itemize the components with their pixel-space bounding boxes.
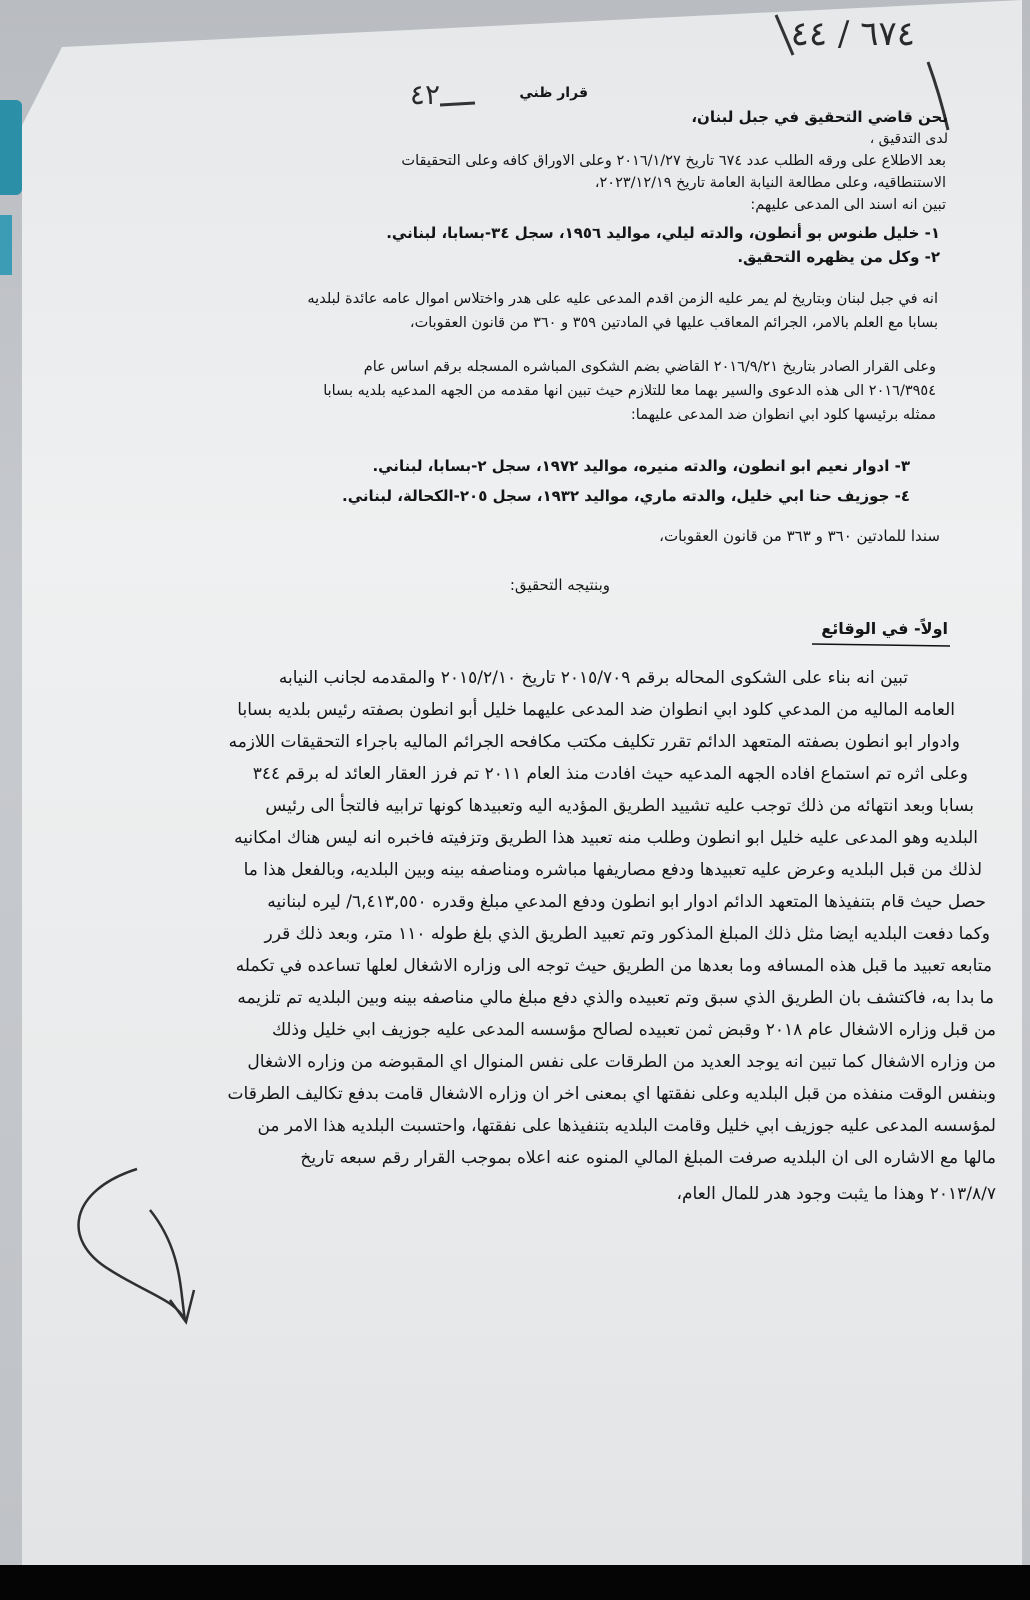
defendant-1: ١- خليل طنوس بو أنطون، والدته ليلي، مواليد ١٩٥٦، سجل ٣٤-بسابا، لبناني. — [386, 224, 940, 242]
bottom-black-bar — [0, 1565, 1030, 1600]
facts-line-12: من قبل وزاره الاشغال عام ٢٠١٨ وقبض ثمن تعبيده لصالح مؤسسه المدعى عليه جوزيف ابي خليل وذلك — [271, 1020, 996, 1040]
header-line-1: نحن قاضي التحقيق في جبل لبنان، — [691, 108, 948, 126]
facts-line-4: وعلى اثره تم استماع افاده الجهه المدعيه حيث افادت منذ العام ٢٠١١ تم فرز العقار العائد له برقم ٣٤٤ — [252, 764, 968, 784]
blue-folder-edge — [0, 100, 22, 195]
intro-line-3: تبين انه اسند الى المدعى عليهم: — [750, 197, 946, 213]
facts-line-8: حصل حيث قام بتنفيذها المتعهد الدائم ادوار ابو انطون ودفع المدعي مبلغ وقدره ٦,٤١٣,٥٥٠/ ليره لبنانيه — [267, 892, 986, 912]
facts-line-6: البلديه وهو المدعى عليه خليل ابو انطون وطلب منه تعبيد هذا الطريق وتزفيته فاخبره انه ليس هناك امكانيه — [234, 828, 978, 848]
decision-ref-line-3: ممثله برئيسها كلود ابي انطوان ضد المدعى عليهما: — [630, 407, 936, 423]
section-title: اولاً- في الوقائع — [821, 619, 948, 638]
facts-line-15: لمؤسسه المدعى عليه جوزيف ابي خليل وقامت البلديه بتنفيذها على نفقتها، واحتسبت البلديه هذا الامر من — [257, 1116, 996, 1136]
facts-line-7: لذلك من قبل البلديه وعرض عليه تعبيدها ودفع مصاريفها مباشره ومناصفه بينه وبين البلديه، وبالفعل هذا ما — [243, 860, 982, 880]
facts-line-13: من وزاره الاشغال كما تبين انه يوجد العديد من الطرقات على نفس المنوال اي المقبوضه من وزاره الاشغال — [247, 1052, 996, 1072]
facts-line-5: بسابا وبعد انتهائه من ذلك توجب عليه تشييد الطريق المؤديه اليه وتعبيدها كونها ترابيه فالتجأ الى رئيس — [265, 796, 974, 816]
decision-ref-line-2: ٢٠١٦/٣٩٥٤ الى هذه الدعوى والسير بهما معا للتلازم حيث تبين انها مقدمه من الجهه المدعيه بلديه بسابا — [323, 383, 936, 399]
defendant-2: ٢- وكل من يظهره التحقيق. — [737, 248, 940, 266]
investigation-heading: وبنتيجه التحقيق: — [509, 576, 610, 594]
decision-ref-line-1: وعلى القرار الصادر بتاريخ ٢٠١٦/٩/٢١ القاضي بضم الشكوى المباشره المسجله برقم اساس عام — [363, 359, 936, 375]
facts-line-11: ما بدا به، فاكتشف بان الطريق الذي سبق وتم تعبيده والذي دفع مبلغ مالي مناصفه بينه وبين البلديه تم تلزيمه — [237, 988, 994, 1008]
handwritten-decision-number: ٤٢ — [409, 78, 440, 111]
facts-line-16: مالها مع الاشاره الى ان البلديه صرفت المبلغ المالي المنوه عنه اعلاه بموجب القرار رقم سبعه تاريخ — [300, 1148, 996, 1168]
header-line-2: لدى التدقيق ، — [869, 131, 948, 147]
facts-line-1: تبين انه بناء على الشكوى المحاله برقم ٢٠١٥/٧٠٩ تاريخ ٢٠١٥/٢/١٠ والمقدمه لجانب النيابه — [278, 668, 908, 688]
decision-label: قرار ظني — [519, 85, 588, 101]
charge-line-2: بسابا مع العلم بالامر، الجرائم المعاقب عليها في المادتين ٣٥٩ و ٣٦٠ من قانون العقوبات، — [409, 315, 938, 331]
facts-line-14: وبنفس الوقت منفذه من قبل البلديه وعلى نفقتها اي بمعنى اخر ان وزاره الاشغال قامت بدفع تكاليف الطرقات — [227, 1084, 996, 1104]
intro-line-2: الاستنطاقيه، وعلى مطالعة النيابة العامة تاريخ ٢٠٢٣/١٢/١٩، — [594, 175, 946, 191]
charge-line-1: انه في جبل لبنان وبتاريخ لم يمر عليه الزمن اقدم المدعى عليه على هدر واختلاس اموال عامه عائدة لبلديه — [307, 291, 938, 307]
facts-line-10: متابعه تعبيد ما قبل هذه المسافه وما بعدها من الطريق حيث توجه الى وزاره الاشغال لعلها تساعده في تكمله — [235, 956, 992, 976]
facts-line-2: العامه الماليه من المدعي كلود ابي انطوان ضد المدعى عليهما خليل أبو انطون بصفته رئيس بلديه بسابا — [237, 700, 955, 720]
defendant-4: ٤- جوزيف حنا ابي خليل، والدته ماري، مواليد ١٩٣٢، سجل ٢٠٥-الكحالة، لبناني. — [342, 487, 910, 505]
handwritten-file-number: ٦٧٤ / ٤٤ — [790, 14, 915, 54]
defendant-3: ٣- ادوار نعيم ابو انطون، والدته منيره، مواليد ١٩٧٢، سجل ٢-بسابا، لبناني. — [372, 457, 910, 475]
facts-line-17: ٢٠١٣/٨/٧ وهذا ما يثبت وجود هدر للمال العام، — [676, 1184, 996, 1204]
document-text — [40, 0, 1000, 1565]
facts-line-3: وادوار ابو انطون بصفته المتعهد الدائم تقرر تكليف مكتب مكافحه الجرائم الماليه باجراء التحقيقات اللازمه — [228, 732, 960, 752]
blue-folder-edge-lower — [0, 215, 12, 275]
articles-line: سندا للمادتين ٣٦٠ و ٣٦٣ من قانون العقوبات، — [659, 527, 940, 545]
facts-line-9: وكما دفعت البلديه ايضا مثل ذلك المبلغ المذكور وتم تعبيد الطريق الذي بلغ طوله ١١٠ متر، وبعد ذلك قرر — [264, 924, 990, 944]
intro-line-1: بعد الاطلاع على ورقه الطلب عدد ٦٧٤ تاريخ ٢٠١٦/١/٢٧ وعلى الاوراق كافه وعلى التحقيقات — [401, 153, 946, 169]
